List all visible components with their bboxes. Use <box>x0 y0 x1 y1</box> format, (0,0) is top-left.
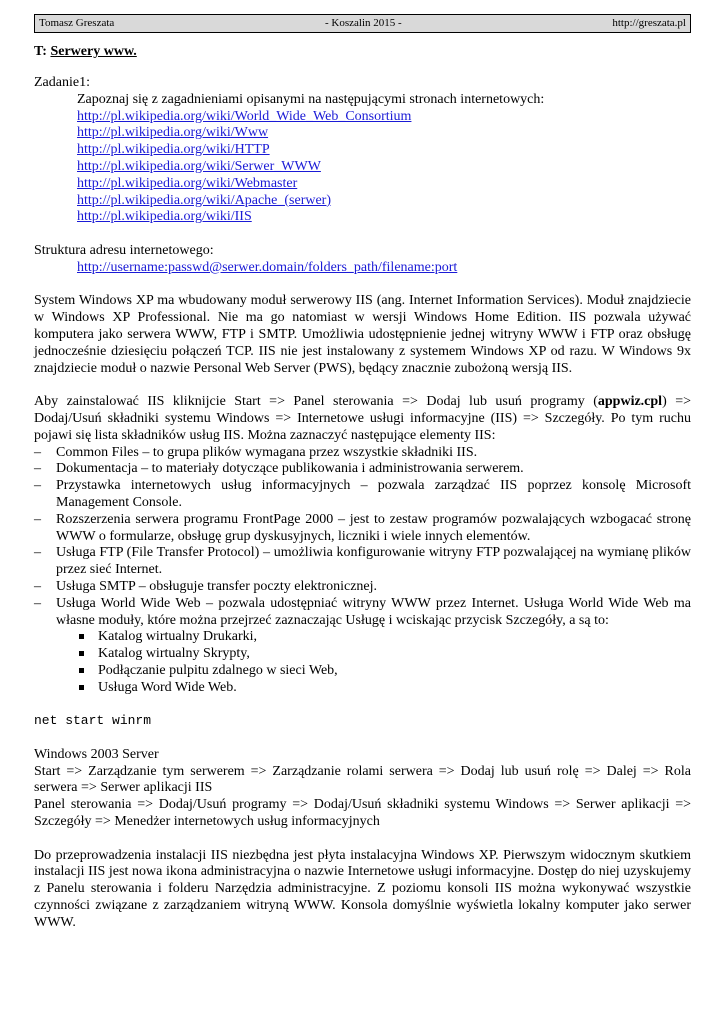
www-modules-list <box>56 629 691 696</box>
link-apache[interactable]: http://pl.wikipedia.org/wiki/Apache_(serwer) <box>77 192 332 208</box>
title-prefix: T: <box>34 44 51 59</box>
title-text: Serwery www. <box>50 44 137 59</box>
square-bullet-icon <box>79 685 84 690</box>
win2003-path-1: Start => Zarządzanie tym serwerem => Zarządzanie rolami serwera => Dodaj lub usuń rolę => Dalej => Rola serwera => Serwer aplikacji IIS <box>34 763 691 796</box>
list-item: Katalog wirtualny Skrypty, <box>76 646 691 663</box>
appwiz-command: appwiz.cpl <box>597 394 663 410</box>
task-label: Zadanie1: <box>34 75 90 90</box>
link-serwer-www[interactable]: http://pl.wikipedia.org/wiki/Serwer_WWW <box>77 158 321 174</box>
list-item: – Dokumentacja – to materiały dotyczące publikowania i administrowania serwerem. <box>34 461 524 477</box>
intro-paragraph: System Windows XP ma wbudowany moduł serwerowy IIS (ang. Internet Information Services). Moduł znajdziecie w Windows XP Professional. Nie ma go natomiast w wersji Windows Home Edition. IIS pozwala używać komputera jako serwera WWW, FTP i SMTP. Umożliwia udostępnienie jednej witryny WWW i FTP oraz obsługę jednocześnie dziesięciu połączeń TCP. IIS nie jest instalowany z systemem Windows XP od razu. W Windows 9x znajdziecie moduł o nazwie Personal Web Server (PWS), będący znacznie zubożoną wersją IIS. <box>34 293 691 376</box>
address-label: Struktura adresu internetowego: <box>34 242 214 258</box>
address-example-link[interactable]: http://username:passwd@serwer.domain/folders_path/filename:port <box>77 259 458 275</box>
header-url: http://greszata.pl <box>612 17 686 29</box>
list-item: – Rozszerzenia serwera programu FrontPage 2000 – jest to zestaw programów pozwalających wzbogacać stronę WWW o formularze, obsługę grup dyskusyjnych, liczniki i wiele innych elementów. <box>34 511 691 544</box>
closing-paragraph: Do przeprowadzenia instalacji IIS niezbędna jest płyta instalacyjna Windows XP. Pierwszym widocznym skutkiem instalacji IIS jest nowa ikona administracyjna o nazwie Internetowe usługi informacyjne. Dostęp do niej uzyskujemy z Panelu sterowania i folderu Narzędzia administracyjne. Z poziomu konsoli IIS można wykonywać wszystkie czynności związane z zarządzaniem witryną WWW. Konsola domyślnie wyświetla lokalny komputer jako serwer WWW. <box>34 847 691 930</box>
document-page <box>34 14 691 932</box>
link-webmaster[interactable]: http://pl.wikipedia.org/wiki/Webmaster <box>77 175 298 191</box>
header-author: Tomasz Greszata <box>39 17 115 29</box>
task-instruction: Zapoznaj się z zagadnieniami opisanymi na następującymi stronach internetowych: <box>77 91 545 107</box>
page-title <box>34 43 691 61</box>
square-bullet-icon <box>79 651 84 656</box>
page-header <box>34 14 691 33</box>
link-w3c[interactable]: http://pl.wikipedia.org/wiki/World_Wide_Web_Consortium <box>77 108 412 124</box>
install-paragraph: Aby zainstalować IIS kliknijcie Start => Panel sterowania => Dodaj lub usuń programy (appwiz.cpl) => Dodaj/Usuń składniki systemu Windows => Internetowe usługi informacyjne (IIS) => Szczegóły. Po tym ruchu pojawi się lista składników usług IIS. Można zaznaczyć następujące elementy IIS: <box>34 394 691 443</box>
command-line: net start winrm <box>34 713 152 729</box>
link-iis[interactable]: http://pl.wikipedia.org/wiki/IIS <box>77 209 252 225</box>
list-item: Podłączanie pulpitu zdalnego w sieci Web, <box>76 663 691 680</box>
square-bullet-icon <box>79 668 84 673</box>
win2003-heading: Windows 2003 Server <box>34 746 159 762</box>
win2003-path-2: Panel sterowania => Dodaj/Usuń programy => Dodaj/Usuń składniki systemu Windows => Serwer aplikacji => Szczegóły => Menedżer internetowych usług informacyjnych <box>34 797 691 830</box>
list-item: – Common Files – to grupa plików wymagana przez wszystkie składniki IIS. <box>34 444 478 460</box>
iis-components-list <box>34 445 691 697</box>
square-bullet-icon <box>79 634 84 639</box>
link-www[interactable]: http://pl.wikipedia.org/wiki/Www <box>77 125 269 141</box>
list-item: Usługa Word Wide Web. <box>76 680 691 697</box>
list-item: – Usługa World Wide Web – pozwala udostępniać witryny WWW przez Internet. Usługa World Wide Web ma własne moduły, które można przejrzeć zaznaczając Usługę i wciskając przycisk Szczegóły, a są to: Katalog wirtualny Drukarki, Katalog wirtualny Skrypty, Podłączanie pulpitu zdalnego w sieci Web, Usługa Word Wide Web. <box>34 595 691 695</box>
link-http[interactable]: http://pl.wikipedia.org/wiki/HTTP <box>77 142 270 158</box>
list-item: Katalog wirtualny Drukarki, <box>76 629 691 646</box>
task-link-list <box>34 109 691 227</box>
list-item: – Usługa FTP (File Transfer Protocol) – umożliwia konfigurowanie witryny FTP pozwalającej na wymianę plików przez sieć Internet. <box>34 545 691 578</box>
header-location: - Koszalin 2015 - <box>324 17 402 29</box>
list-item: – Usługa SMTP – obsługuje transfer poczty elektronicznej. <box>34 578 378 594</box>
list-item: – Przystawka internetowych usług informacyjnych – pozwala zarządzać IIS poprzez konsolę Microsoft Management Console. <box>34 478 691 510</box>
